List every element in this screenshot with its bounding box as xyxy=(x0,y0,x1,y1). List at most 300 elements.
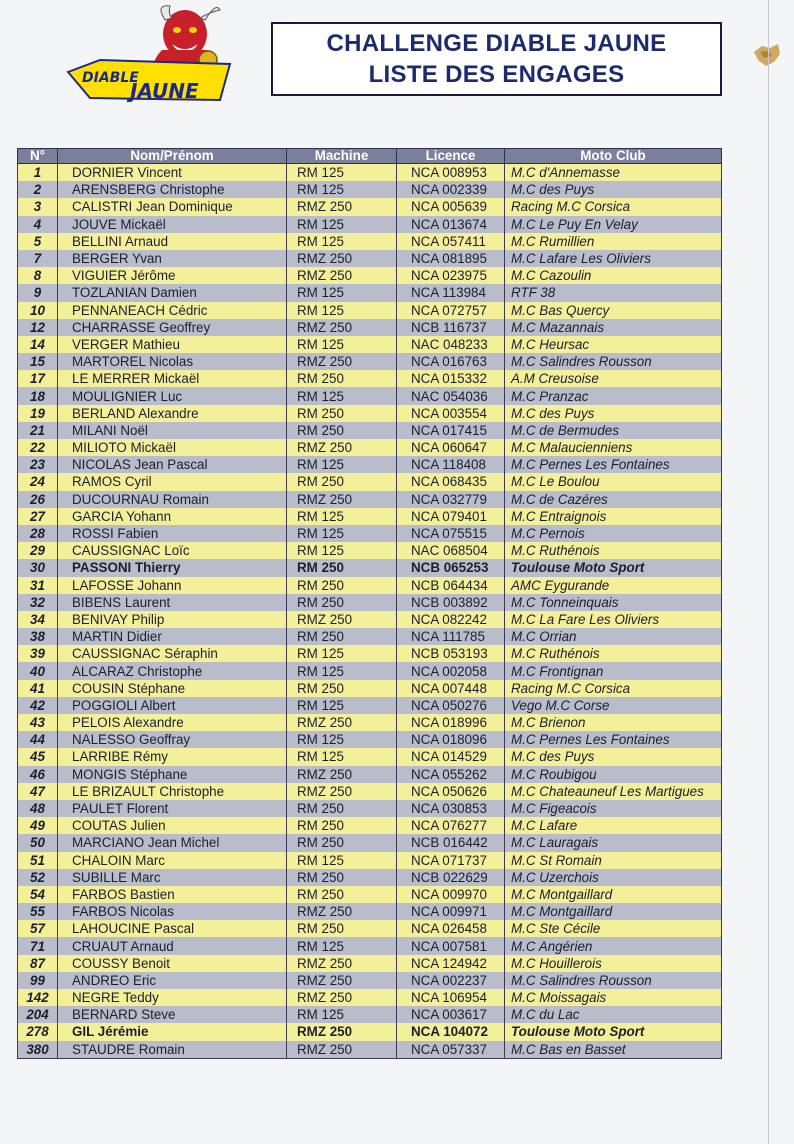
entry-name: LAHOUCINE Pascal xyxy=(58,920,287,937)
entry-machine: RM 125 xyxy=(287,852,397,869)
entry-number: 23 xyxy=(18,456,58,473)
entry-machine: RM 250 xyxy=(287,405,397,422)
table-row xyxy=(18,1023,722,1040)
table-row xyxy=(18,972,722,989)
entry-club: M.C de Bermudes xyxy=(505,422,722,439)
entry-machine: RM 125 xyxy=(287,284,397,301)
table-row xyxy=(18,594,722,611)
entry-club: M.C Figeacois xyxy=(505,800,722,817)
entry-club: Vego M.C Corse xyxy=(505,697,722,714)
entry-club: M.C Pernois xyxy=(505,525,722,542)
table-row xyxy=(18,387,722,404)
entry-number: 54 xyxy=(18,886,58,903)
entry-name: PELOIS Alexandre xyxy=(58,714,287,731)
entry-machine: RM 250 xyxy=(287,869,397,886)
entry-club: M.C Cazoulin xyxy=(505,267,722,284)
diable-jaune-logo xyxy=(60,2,245,102)
entry-club: M.C de Cazéres xyxy=(505,491,722,508)
entry-machine: RM 250 xyxy=(287,800,397,817)
title-box xyxy=(271,22,722,96)
entries-table xyxy=(17,148,722,1059)
entry-number: 48 xyxy=(18,800,58,817)
entry-machine: RMZ 250 xyxy=(287,250,397,267)
entry-club: AMC Eygurande xyxy=(505,577,722,594)
entry-number: 51 xyxy=(18,852,58,869)
entry-name: BERLAND Alexandre xyxy=(58,405,287,422)
entry-machine: RM 125 xyxy=(287,1006,397,1023)
entry-machine: RM 125 xyxy=(287,525,397,542)
entry-number: 52 xyxy=(18,869,58,886)
entry-machine: RM 125 xyxy=(287,164,397,182)
entry-club: M.C Malaucienniens xyxy=(505,439,722,456)
entry-club: M.C Entraignois xyxy=(505,508,722,525)
entry-name: FARBOS Bastien xyxy=(58,886,287,903)
entry-name: ROSSI Fabien xyxy=(58,525,287,542)
entry-number: 22 xyxy=(18,439,58,456)
table-row xyxy=(18,920,722,937)
entry-machine: RM 250 xyxy=(287,680,397,697)
table-row xyxy=(18,731,722,748)
table-row xyxy=(18,405,722,422)
table-row xyxy=(18,714,722,731)
entry-name: LAFOSSE Johann xyxy=(58,577,287,594)
table-row xyxy=(18,817,722,834)
entry-licence: NCA 014529 xyxy=(397,748,505,765)
entry-number: 28 xyxy=(18,525,58,542)
table-row xyxy=(18,336,722,353)
table-row xyxy=(18,783,722,800)
table-row xyxy=(18,250,722,267)
entry-club: M.C des Puys xyxy=(505,405,722,422)
entry-club: M.C Le Boulou xyxy=(505,473,722,490)
entry-name: VIGUIER Jérôme xyxy=(58,267,287,284)
entry-name: FARBOS Nicolas xyxy=(58,903,287,920)
entry-club: M.C Frontignan xyxy=(505,662,722,679)
entry-machine: RM 125 xyxy=(287,456,397,473)
entry-licence: NCA 111785 xyxy=(397,628,505,645)
table-row xyxy=(18,577,722,594)
entry-licence: NCA 009971 xyxy=(397,903,505,920)
entry-machine: RM 125 xyxy=(287,748,397,765)
entry-name: NEGRE Teddy xyxy=(58,989,287,1006)
column-header-licence: Licence xyxy=(397,149,505,164)
entry-club: M.C Brienon xyxy=(505,714,722,731)
paper-stain-icon xyxy=(752,42,782,68)
table-row xyxy=(18,611,722,628)
entry-licence: NCA 050276 xyxy=(397,697,505,714)
entry-number: 44 xyxy=(18,731,58,748)
entry-machine: RM 125 xyxy=(287,697,397,714)
entry-number: 142 xyxy=(18,989,58,1006)
entry-club: M.C Pranzac xyxy=(505,387,722,404)
entry-number: 71 xyxy=(18,937,58,954)
entry-licence: NCA 076277 xyxy=(397,817,505,834)
table-row xyxy=(18,955,722,972)
entry-machine: RMZ 250 xyxy=(287,491,397,508)
entry-machine: RMZ 250 xyxy=(287,1041,397,1059)
entry-machine: RM 250 xyxy=(287,886,397,903)
entry-licence: NCA 050626 xyxy=(397,783,505,800)
entry-machine: RMZ 250 xyxy=(287,714,397,731)
entry-machine: RMZ 250 xyxy=(287,353,397,370)
entry-number: 47 xyxy=(18,783,58,800)
entry-name: CAUSSIGNAC Loïc xyxy=(58,542,287,559)
entry-licence: NAC 054036 xyxy=(397,387,505,404)
entry-name: GIL Jérémie xyxy=(58,1023,287,1040)
entry-machine: RMZ 250 xyxy=(287,319,397,336)
table-row xyxy=(18,198,722,215)
entry-machine: RM 125 xyxy=(287,937,397,954)
entry-licence: NCA 030853 xyxy=(397,800,505,817)
table-row xyxy=(18,1006,722,1023)
entry-machine: RM 250 xyxy=(287,628,397,645)
entry-name: ALCARAZ Christophe xyxy=(58,662,287,679)
entry-licence: NCA 124942 xyxy=(397,955,505,972)
entry-name: BERGER Yvan xyxy=(58,250,287,267)
entry-name: STAUDRE Romain xyxy=(58,1041,287,1059)
entry-licence: NCA 106954 xyxy=(397,989,505,1006)
entry-name: MILANI Noël xyxy=(58,422,287,439)
entry-licence: NCB 116737 xyxy=(397,319,505,336)
entry-licence: NCA 104072 xyxy=(397,1023,505,1040)
entry-club: M.C des Puys xyxy=(505,181,722,198)
entry-licence: NCA 057337 xyxy=(397,1041,505,1059)
entry-number: 17 xyxy=(18,370,58,387)
entry-machine: RMZ 250 xyxy=(287,903,397,920)
entry-club: M.C Bas en Basset xyxy=(505,1041,722,1059)
table-row xyxy=(18,748,722,765)
entry-name: RAMOS Cyril xyxy=(58,473,287,490)
entry-number: 27 xyxy=(18,508,58,525)
entry-number: 1 xyxy=(18,164,58,182)
entry-name: CHALOIN Marc xyxy=(58,852,287,869)
entry-name: NALESSO Geoffray xyxy=(58,731,287,748)
entry-licence: NAC 048233 xyxy=(397,336,505,353)
entry-club: M.C Heursac xyxy=(505,336,722,353)
entry-name: GARCIA Yohann xyxy=(58,508,287,525)
entry-name: CRUAUT Arnaud xyxy=(58,937,287,954)
entry-name: BELLINI Arnaud xyxy=(58,233,287,250)
entry-licence: NCA 003617 xyxy=(397,1006,505,1023)
entry-number: 39 xyxy=(18,645,58,662)
entries-table-wrap xyxy=(17,148,721,1059)
entry-number: 29 xyxy=(18,542,58,559)
entry-club: M.C Montgaillard xyxy=(505,903,722,920)
entry-club: M.C Ruthénois xyxy=(505,542,722,559)
entry-machine: RM 250 xyxy=(287,577,397,594)
page-edge xyxy=(768,0,769,1144)
entry-machine: RMZ 250 xyxy=(287,611,397,628)
entry-name: MILIOTO Mickaël xyxy=(58,439,287,456)
entry-machine: RM 250 xyxy=(287,834,397,851)
entry-machine: RMZ 250 xyxy=(287,1023,397,1040)
table-row xyxy=(18,903,722,920)
entry-number: 14 xyxy=(18,336,58,353)
entry-club: M.C Moissagais xyxy=(505,989,722,1006)
table-row xyxy=(18,1041,722,1059)
entry-club: M.C Salindres Rousson xyxy=(505,972,722,989)
entry-name: ANDREO Eric xyxy=(58,972,287,989)
entry-club: M.C Montgaillard xyxy=(505,886,722,903)
entry-licence: NCA 008953 xyxy=(397,164,505,182)
table-row xyxy=(18,456,722,473)
table-row xyxy=(18,662,722,679)
entry-club: M.C Chateauneuf Les Martigues xyxy=(505,783,722,800)
table-row xyxy=(18,869,722,886)
entry-club: RTF 38 xyxy=(505,284,722,301)
table-row xyxy=(18,216,722,233)
entry-licence: NCA 018996 xyxy=(397,714,505,731)
entry-licence: NCA 079401 xyxy=(397,508,505,525)
entry-name: DUCOURNAU Romain xyxy=(58,491,287,508)
entry-licence: NCB 003892 xyxy=(397,594,505,611)
entry-licence: NCA 075515 xyxy=(397,525,505,542)
table-row xyxy=(18,697,722,714)
entry-club: M.C Orrian xyxy=(505,628,722,645)
table-row xyxy=(18,852,722,869)
entry-licence: NCA 007448 xyxy=(397,680,505,697)
entry-machine: RM 250 xyxy=(287,920,397,937)
entry-name: BENIVAY Philip xyxy=(58,611,287,628)
entry-number: 24 xyxy=(18,473,58,490)
entry-name: MARCIANO Jean Michel xyxy=(58,834,287,851)
entry-name: MOULIGNIER Luc xyxy=(58,387,287,404)
table-row xyxy=(18,319,722,336)
entry-name: CALISTRI Jean Dominique xyxy=(58,198,287,215)
table-row xyxy=(18,370,722,387)
table-row xyxy=(18,302,722,319)
entry-name: COUTAS Julien xyxy=(58,817,287,834)
table-row xyxy=(18,645,722,662)
entry-name: LE MERRER Mickaël xyxy=(58,370,287,387)
entry-machine: RM 125 xyxy=(287,508,397,525)
entry-club: Toulouse Moto Sport xyxy=(505,559,722,576)
entry-club: M.C d'Annemasse xyxy=(505,164,722,182)
entry-name: DORNIER Vincent xyxy=(58,164,287,182)
entry-machine: RM 125 xyxy=(287,645,397,662)
entry-number: 26 xyxy=(18,491,58,508)
entry-name: PENNANEACH Cédric xyxy=(58,302,287,319)
entry-name: PASSONI Thierry xyxy=(58,559,287,576)
entry-number: 41 xyxy=(18,680,58,697)
entry-number: 43 xyxy=(18,714,58,731)
page-subtitle: LISTE DES ENGAGES xyxy=(368,61,625,88)
entry-name: LARRIBE Rémy xyxy=(58,748,287,765)
entry-number: 380 xyxy=(18,1041,58,1059)
entry-number: 3 xyxy=(18,198,58,215)
table-row xyxy=(18,181,722,198)
entry-machine: RM 125 xyxy=(287,387,397,404)
table-row xyxy=(18,508,722,525)
entry-licence: NCA 023975 xyxy=(397,267,505,284)
entry-number: 34 xyxy=(18,611,58,628)
entry-number: 49 xyxy=(18,817,58,834)
entry-number: 57 xyxy=(18,920,58,937)
entry-number: 32 xyxy=(18,594,58,611)
entry-name: NICOLAS Jean Pascal xyxy=(58,456,287,473)
table-header-row xyxy=(18,149,722,164)
entry-licence: NCB 053193 xyxy=(397,645,505,662)
entry-name: POGGIOLI Albert xyxy=(58,697,287,714)
entry-number: 10 xyxy=(18,302,58,319)
entry-number: 45 xyxy=(18,748,58,765)
entry-number: 99 xyxy=(18,972,58,989)
entry-licence: NCA 082242 xyxy=(397,611,505,628)
entry-number: 30 xyxy=(18,559,58,576)
entry-club: M.C Houillerois xyxy=(505,955,722,972)
table-row xyxy=(18,628,722,645)
entry-number: 50 xyxy=(18,834,58,851)
entry-name: PAULET Florent xyxy=(58,800,287,817)
table-row xyxy=(18,284,722,301)
entry-club: M.C Lafare xyxy=(505,817,722,834)
entry-number: 7 xyxy=(18,250,58,267)
entry-machine: RMZ 250 xyxy=(287,955,397,972)
entry-club: M.C Pernes Les Fontaines xyxy=(505,456,722,473)
entry-number: 21 xyxy=(18,422,58,439)
entry-club: M.C Lafare Les Oliviers xyxy=(505,250,722,267)
entry-club: M.C Salindres Rousson xyxy=(505,353,722,370)
entry-licence: NCA 016763 xyxy=(397,353,505,370)
entry-machine: RM 125 xyxy=(287,731,397,748)
entry-machine: RMZ 250 xyxy=(287,267,397,284)
table-row xyxy=(18,439,722,456)
entry-club: M.C Roubigou xyxy=(505,766,722,783)
entry-machine: RM 125 xyxy=(287,302,397,319)
entry-number: 4 xyxy=(18,216,58,233)
entry-club: M.C Uzerchois xyxy=(505,869,722,886)
entry-machine: RM 250 xyxy=(287,473,397,490)
entry-number: 55 xyxy=(18,903,58,920)
entry-club: M.C La Fare Les Oliviers xyxy=(505,611,722,628)
entry-licence: NCA 005639 xyxy=(397,198,505,215)
entry-name: CHARRASSE Geoffrey xyxy=(58,319,287,336)
entry-club: M.C des Puys xyxy=(505,748,722,765)
entry-machine: RM 125 xyxy=(287,216,397,233)
entry-club: M.C Bas Quercy xyxy=(505,302,722,319)
entry-machine: RM 125 xyxy=(287,542,397,559)
entry-machine: RMZ 250 xyxy=(287,989,397,1006)
entry-machine: RM 125 xyxy=(287,181,397,198)
entry-licence: NCA 032779 xyxy=(397,491,505,508)
entry-name: VERGER Mathieu xyxy=(58,336,287,353)
entry-licence: NCA 118408 xyxy=(397,456,505,473)
column-header-name: Nom/Prénom xyxy=(58,149,287,164)
entry-machine: RMZ 250 xyxy=(287,198,397,215)
entry-number: 19 xyxy=(18,405,58,422)
table-row xyxy=(18,766,722,783)
table-row xyxy=(18,267,722,284)
entry-licence: NCA 068435 xyxy=(397,473,505,490)
entry-number: 46 xyxy=(18,766,58,783)
entry-club: M.C Tonneinquais xyxy=(505,594,722,611)
table-row xyxy=(18,800,722,817)
entry-machine: RM 125 xyxy=(287,233,397,250)
entry-club: M.C du Lac xyxy=(505,1006,722,1023)
column-header-club: Moto Club xyxy=(505,149,722,164)
entry-machine: RM 125 xyxy=(287,336,397,353)
page-title: CHALLENGE DIABLE JAUNE xyxy=(326,30,667,57)
entry-machine: RM 250 xyxy=(287,817,397,834)
entries-table-body xyxy=(18,164,722,1059)
entry-licence: NCA 017415 xyxy=(397,422,505,439)
entry-licence: NCA 071737 xyxy=(397,852,505,869)
entry-name: LE BRIZAULT Christophe xyxy=(58,783,287,800)
entry-machine: RM 250 xyxy=(287,594,397,611)
entry-number: 42 xyxy=(18,697,58,714)
svg-text:JAUNE: JAUNE xyxy=(130,79,199,102)
entry-club: Toulouse Moto Sport xyxy=(505,1023,722,1040)
entry-licence: NCB 064434 xyxy=(397,577,505,594)
entry-number: 9 xyxy=(18,284,58,301)
entry-club: M.C Rumillien xyxy=(505,233,722,250)
entry-licence: NCA 055262 xyxy=(397,766,505,783)
entry-name: JOUVE Mickaël xyxy=(58,216,287,233)
table-row xyxy=(18,937,722,954)
entry-club: A.M Creusoise xyxy=(505,370,722,387)
table-row xyxy=(18,834,722,851)
entry-number: 5 xyxy=(18,233,58,250)
entry-number: 15 xyxy=(18,353,58,370)
entry-licence: NCB 016442 xyxy=(397,834,505,851)
entry-name: BERNARD Steve xyxy=(58,1006,287,1023)
entry-licence: NCB 065253 xyxy=(397,559,505,576)
entry-machine: RM 250 xyxy=(287,559,397,576)
entry-club: M.C Ruthénois xyxy=(505,645,722,662)
entry-name: MARTIN Didier xyxy=(58,628,287,645)
entry-machine: RM 250 xyxy=(287,422,397,439)
entry-number: 38 xyxy=(18,628,58,645)
entry-licence: NCA 015332 xyxy=(397,370,505,387)
table-row xyxy=(18,680,722,697)
entry-club: Racing M.C Corsica xyxy=(505,680,722,697)
table-row xyxy=(18,542,722,559)
column-header-machine: Machine xyxy=(287,149,397,164)
entry-number: 40 xyxy=(18,662,58,679)
table-row xyxy=(18,353,722,370)
entry-name: BIBENS Laurent xyxy=(58,594,287,611)
entry-name: SUBILLE Marc xyxy=(58,869,287,886)
entry-number: 2 xyxy=(18,181,58,198)
entry-machine: RMZ 250 xyxy=(287,783,397,800)
entry-licence: NCA 113984 xyxy=(397,284,505,301)
entry-licence: NCB 022629 xyxy=(397,869,505,886)
entry-number: 87 xyxy=(18,955,58,972)
entry-licence: NCA 009970 xyxy=(397,886,505,903)
entry-club: Racing M.C Corsica xyxy=(505,198,722,215)
entry-machine: RM 250 xyxy=(287,370,397,387)
table-row xyxy=(18,886,722,903)
entry-name: MARTOREL Nicolas xyxy=(58,353,287,370)
entry-licence: NCA 057411 xyxy=(397,233,505,250)
entry-licence: NCA 026458 xyxy=(397,920,505,937)
table-row xyxy=(18,164,722,182)
entry-machine: RMZ 250 xyxy=(287,439,397,456)
entry-licence: NCA 007581 xyxy=(397,937,505,954)
entry-machine: RM 125 xyxy=(287,662,397,679)
entry-licence: NCA 002058 xyxy=(397,662,505,679)
column-header-number: N° xyxy=(18,149,58,164)
table-row xyxy=(18,525,722,542)
table-row xyxy=(18,422,722,439)
entry-machine: RMZ 250 xyxy=(287,766,397,783)
entry-club: M.C St Romain xyxy=(505,852,722,869)
entry-licence: NCA 002237 xyxy=(397,972,505,989)
entry-licence: NCA 072757 xyxy=(397,302,505,319)
entry-club: M.C Lauragais xyxy=(505,834,722,851)
entry-licence: NAC 068504 xyxy=(397,542,505,559)
entry-number: 8 xyxy=(18,267,58,284)
